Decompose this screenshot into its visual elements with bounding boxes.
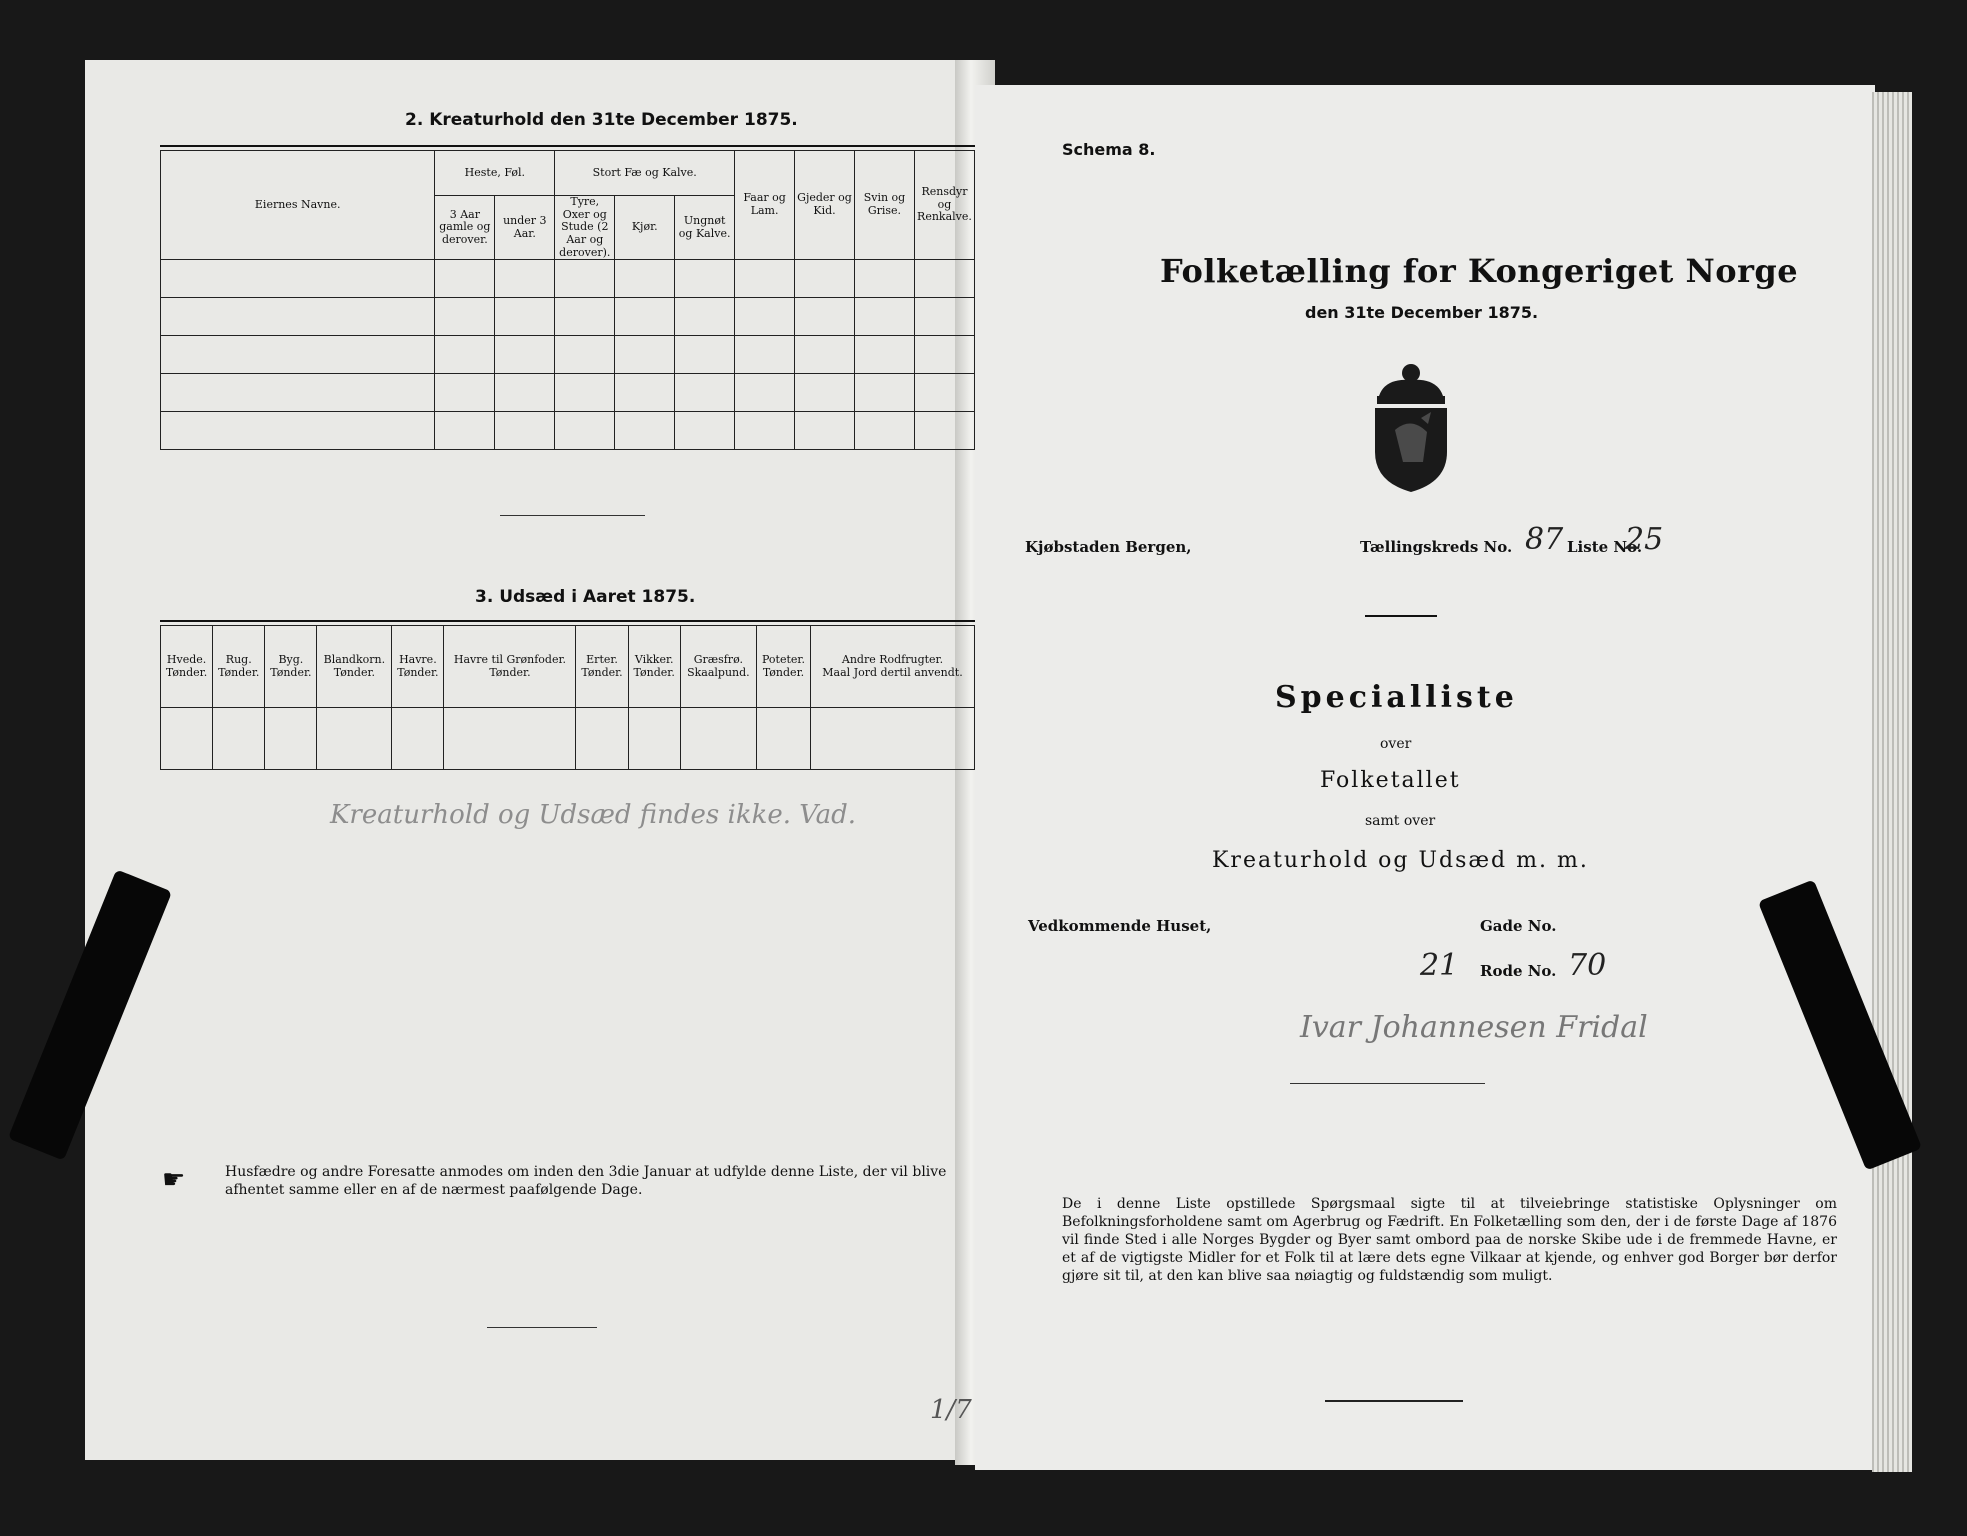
cattle-group-header: Stort Fæ og Kalve. [555,151,735,196]
seed-col-header: Havre. Tønder. [392,626,444,708]
table-row [161,336,975,374]
page-edges [1872,92,1912,1472]
seed-col-header: Poteter. Tønder. [756,626,810,708]
census-district-label: Tællingskreds No. [1360,538,1513,556]
census-district-value: 87 [1525,522,1564,557]
sheep-header: Faar og Lam. [735,151,795,260]
notice-text: Husfædre og andre Foresatte anmodes om inden den 3die Januar at udfylde denne Liste, der vil blive afhentet samme eller en af de nærmest paafølgende Dage. [225,1164,947,1198]
horses-under3-header: under 3 Aar. [495,196,555,260]
page-title: Folketælling for Kongeriget Norge [1160,252,1799,290]
rode-prefix-value: 21 [1420,948,1459,983]
pigs-header: Svin og Grise. [854,151,914,260]
seed-col-header: Havre til Grønfoder. Tønder. [444,626,576,708]
table-row [161,412,975,450]
seed-col-header: Andre Rodfrugter. Maal Jord dertil anvendt. [811,626,975,708]
owner-column-header: Eiernes Navne. [161,151,435,260]
town-label: Kjøbstaden Bergen, [1025,538,1192,556]
bulls-header: Tyre, Oxer og Stude (2 Aar og derover). [555,196,615,260]
handwritten-note: Kreaturhold og Udsæd findes ikke. Vad. [330,800,857,830]
rode-number-value: 70 [1568,948,1607,983]
schema-label: Schema 8. [1062,140,1156,159]
seed-col-header: Græsfrø. Skaalpund. [680,626,756,708]
reindeer-header: Rensdyr og Renkalve. [914,151,974,260]
livestock-table [160,150,975,450]
section3-title: 3. Udsæd i Aaret 1875. [475,587,696,607]
special-list-heading: Specialliste [1275,680,1518,715]
owner-name-signature: Ivar Johannesen Fridal [1300,1010,1648,1045]
goats-header: Gjeder og Kid. [795,151,855,260]
section2-top-rule [160,145,975,147]
seed-col-header: Vikker. Tønder. [628,626,680,708]
table-row [161,708,975,770]
seed-col-header: Erter. Tønder. [576,626,628,708]
table-row [161,298,975,336]
street-number-label: Gade No. [1480,917,1557,935]
over-label: over [1380,736,1412,752]
seed-col-header: Blandkorn. Tønder. [317,626,392,708]
house-label: Vedkommende Huset, [1028,917,1212,935]
samt-over-label: samt over [1365,813,1436,829]
seed-col-header: Hvede. Tønder. [161,626,213,708]
coat-of-arms-icon [1365,360,1457,495]
divider [487,1327,597,1328]
table-row [161,260,975,298]
divider [1365,615,1437,617]
cows-header: Kjør. [615,196,675,260]
pointing-hand-icon: ☛ [162,1165,186,1195]
livestock-seed-label: Kreaturhold og Udsæd m. m. [1212,848,1589,873]
page-mark: 1/7 [930,1395,972,1425]
seed-col-header: Rug. Tønder. [213,626,265,708]
table-row [161,374,975,412]
population-label: Folketallet [1320,768,1461,793]
list-number-value: 25 [1625,522,1664,557]
divider [1290,1083,1485,1084]
horses-group-header: Heste, Føl. [435,151,555,196]
seed-col-header: Byg. Tønder. [265,626,317,708]
rode-number-label: Rode No. [1480,962,1557,980]
footnote-text: De i denne Liste opstillede Spørgsmaal sigte til at tilveiebringe statistiske Oplysninger om Befolkningsforholdene samt om Agerbrug og Fædrift. En Folketælling som den, der i de første Dage af 1876 vil finde Sted i alle Norges Bygder og Byer samt ombord paa de norske Skibe ude i de fremmede Havne, er et af de vigtigste Midler for et Folk til at lære dets egne Vilkaar at kjende, og enhver god Borger bør derfor gjøre sit til, at den kan blive saa nøiagtig og fuldstændig som muligt. [1062,1196,1837,1284]
divider [500,515,645,516]
calves-header: Ungnøt og Kalve. [675,196,735,260]
horses-3y-header: 3 Aar gamle og derover. [435,196,495,260]
census-date: den 31te December 1875. [1305,303,1539,322]
list-number-label: Liste No. [1567,538,1643,556]
seed-table [160,625,975,770]
section3-top-rule [160,620,975,622]
divider [1325,1400,1463,1402]
section2-title: 2. Kreaturhold den 31te December 1875. [405,110,798,130]
